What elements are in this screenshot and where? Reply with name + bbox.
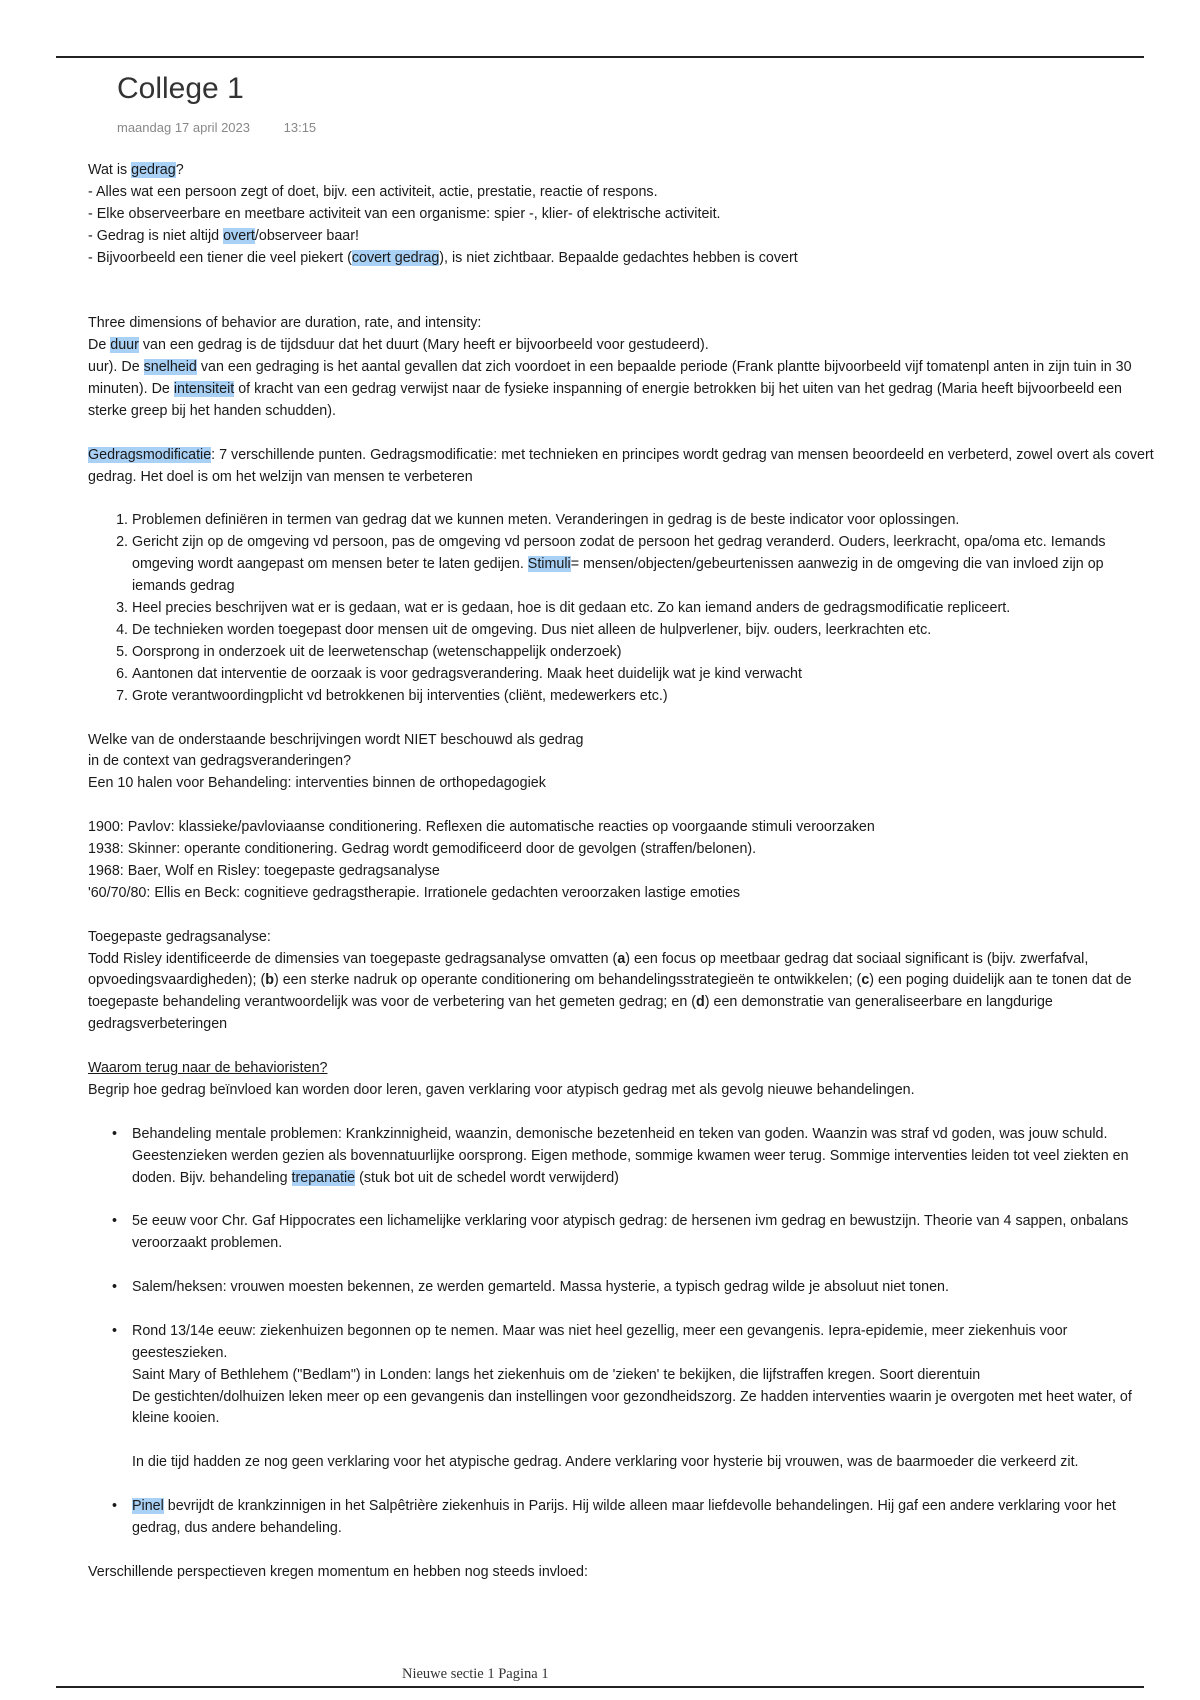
section-heading: Toegepaste gedragsanalyse:: [88, 928, 271, 945]
list-item: • Rond 13/14e eeuw: ziekenhuizen begonnen op te nemen. Maar was niet heel gezellig, meer een gevangenis. Iepra-epidemie, meer ziekenhuis voor geesteszieken. Saint Mary of Bethlehem ("Bedlam") in Londen: langs het ziekenhuis om de 'zieken' te bekijken, die lijfstraffen kregen. Soort dierentuin De gestichten/dolhuizen leken meer op een gevangenis dan instellingen voor gezondheidszorg. Ze hadden interventies waarin je overgoten met heet water, of kleine kooien. In die tijd hadden ze nog geen verklaring voor het atypische gedrag. Andere verklaring voor hysterie bij vrouwen, was de baarmoeder die verkeerd zit.: [132, 1321, 1160, 1474]
highlight: overt: [223, 227, 255, 244]
text-line: Welke van de onderstaande beschrijvingen wordt NIET beschouwd als gedrag: [88, 731, 584, 748]
highlight: duur: [110, 337, 139, 354]
highlight: Pinel: [132, 1498, 164, 1515]
text-line: - Gedrag is niet altijd overt/observeer baar!: [88, 227, 359, 244]
highlight: covert gedrag: [351, 249, 440, 266]
note-body: [88, 160, 1160, 1584]
highlight: intensiteit: [173, 381, 235, 398]
page-footer: Nieuwe sectie 1 Pagina 1: [402, 1666, 549, 1682]
bottom-rule: [56, 1686, 1144, 1688]
text-line: Three dimensions of behavior are duration, rate, and intensity:: [88, 315, 482, 332]
highlight: trepanatie: [291, 1169, 356, 1186]
highlight: gedrag: [131, 162, 176, 178]
bullet-list: [88, 1124, 1160, 1540]
text-paragraph: uur). De snelheid van een gedraging is het aantal gevallen dat zich voordoet in een bepaalde periode (Frank plantte bijvoorbeeld vijf tomatenpl anten in zijn tuin in 30 minuten). De intensiteit of kracht van een gedrag verwijst naar de fysieke inspanning of energie betrokken bij het uiten van het gedrag (Maria heeft bijvoorbeeld een sterke greep bij het handen schudden).: [88, 359, 1132, 419]
page-time: 13:15: [283, 120, 317, 135]
list-item: 3. Heel precies beschrijven wat er is gedaan, wat er is gedaan, hoe is dit gedaan etc. Zo kan iemand anders de gedragsmodificatie repliceert.: [132, 598, 1160, 620]
list-item: 2. Gericht zijn op de omgeving vd persoon, pas de omgeving vd persoon zodat de persoon het gedrag veranderd. Ouders, leerkracht, opa/oma etc. Iemands omgeving wordt aangepast om mensen beter te laten gedijen. Stimuli= mensen/objecten/gebeurtenissen aanwezig in de omgeving die van invloed zijn op iemands gedrag: [132, 532, 1160, 598]
highlight: Gedragsmodificatie: [88, 446, 212, 463]
text-paragraph: Todd Risley identificeerde de dimensies van toegepaste gedragsanalyse omvatten (a) een focus op meetbaar gedrag dat sociaal significant is (bijv. zwerfafval, opvoedingsvaardigheden); (b) een sterke nadruk op operante conditionering om behandelingsstrategieën te ontwikkelen; (c) een poging duidelijk aan te tonen dat de toegepaste behandeling verantwoordelijk was voor de verbetering van het gemeten gedrag; en (d) een demonstratie van generaliseerbare en langdurige gedragsverbeteringen: [88, 950, 1132, 1033]
timeline-line: 1938: Skinner: operante conditionering. Gedrag wordt gemodificeerd door de gevolgen (straffen/belonen).: [88, 841, 757, 858]
question-line: Wat is gedrag?: [88, 162, 184, 178]
text-line: Begrip hoe gedrag beïnvloed kan worden door leren, gaven verklaring voor atypisch gedrag met als gevolg nieuwe behandelingen.: [88, 1081, 915, 1098]
page-title: College 1: [117, 72, 244, 105]
list-item: 4. De technieken worden toegepast door mensen uit de omgeving. Dus niet alleen de hulpverlener, bijv. ouders, leerkrachten etc.: [132, 620, 1160, 642]
list-item: • Behandeling mentale problemen: Krankzinnigheid, waanzin, demonische bezetenheid en teken van goden. Waanzin was straf vd goden, was jouw schuld. Geestenzieken werden gezien als bovennatuurlijke oorsprong. Eigen methode, sommige kwamen weer terug. Sommige interventies leiden tot veel ziekten en doden. Bijv. behandeling trepanatie (stuk bot uit de schedel wordt verwijderd): [132, 1124, 1160, 1190]
page-date: maandag 17 april 2023: [117, 120, 250, 135]
timeline-line: '60/70/80: Ellis en Beck: cognitieve gedragstherapie. Irrationele gedachten veroorzaken lastige emoties: [88, 884, 741, 901]
text-line: - Alles wat een persoon zegt of doet, bijv. een activiteit, actie, prestatie, reactie of respons.: [88, 183, 658, 200]
text-line: in de context van gedragsveranderingen?: [88, 753, 352, 770]
list-item: • 5e eeuw voor Chr. Gaf Hippocrates een lichamelijke verklaring voor atypisch gedrag: de hersenen ivm gedrag en bewustzijn. Theorie van 4 sappen, onbalans veroorzaakt problemen.: [132, 1211, 1160, 1255]
text-line: - Elke observeerbare en meetbare activiteit van een organisme: spier -, klier- of elektrische activiteit.: [88, 205, 721, 222]
page-meta: [117, 120, 346, 135]
top-rule: [56, 56, 1144, 58]
list-item: 7. Grote verantwoordingplicht vd betrokkenen bij interventies (cliënt, medewerkers etc.): [132, 686, 1160, 708]
highlight: snelheid: [143, 359, 197, 376]
numbered-list: [88, 510, 1160, 707]
list-item: 1. Problemen definiëren in termen van gedrag dat we kunnen meten. Veranderingen in gedrag is de beste indicator voor oplossingen.: [132, 510, 1160, 532]
list-item: • Pinel bevrijdt de krankzinnigen in het Salpêtrière ziekenhuis in Parijs. Hij wilde alleen maar liefdevolle behandelingen. Hij gaf een andere verklaring voor het gedrag, dus andere behandeling.: [132, 1496, 1160, 1540]
list-item: 6. Aantonen dat interventie de oorzaak is voor gedragsverandering. Maak heet duidelijk wat je kind verwacht: [132, 664, 1160, 686]
list-item: 5. Oorsprong in onderzoek uit de leerwetenschap (wetenschappelijk onderzoek): [132, 642, 1160, 664]
text-paragraph: Gedragsmodificatie: 7 verschillende punten. Gedragsmodificatie: met technieken en principes wordt gedrag van mensen beoordeeld en verbeterd, zowel overt als covert gedrag. Het doel is om het welzijn van mensen te verbeteren: [88, 446, 1154, 485]
list-item: • Salem/heksen: vrouwen moesten bekennen, ze werden gemarteld. Massa hysterie, a typisch gedrag wilde je absoluut niet tonen.: [132, 1277, 1160, 1299]
timeline-line: 1900: Pavlov: klassieke/pavloviaanse conditionering. Reflexen die automatische reacties op voorgaande stimuli veroorzaken: [88, 819, 875, 836]
timeline-line: 1968: Baer, Wolf en Risley: toegepaste gedragsanalyse: [88, 862, 440, 879]
text-line: Een 10 halen voor Behandeling: interventies binnen de orthopedagogiek: [88, 775, 546, 792]
text-line: De duur van een gedrag is de tijdsduur dat het duurt (Mary heeft er bijvoorbeeld voor gestudeerd).: [88, 337, 709, 354]
text-line: Verschillende perspectieven kregen momentum en hebben nog steeds invloed:: [88, 1563, 588, 1580]
highlight: Stimuli: [527, 556, 571, 573]
text-line: - Bijvoorbeeld een tiener die veel piekert (covert gedrag), is niet zichtbaar. Bepaalde gedachtes hebben is covert: [88, 249, 798, 266]
section-heading: Waarom terug naar de behavioristen?: [88, 1060, 328, 1077]
